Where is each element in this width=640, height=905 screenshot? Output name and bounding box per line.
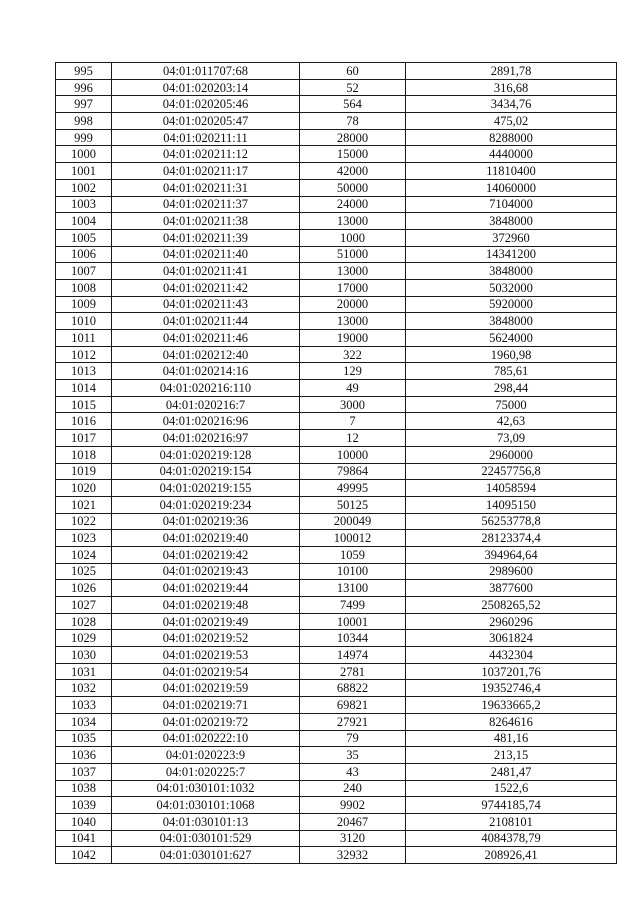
table-row <box>56 496 617 513</box>
table-row <box>56 446 617 463</box>
area-cell: 32932 <box>300 847 406 864</box>
cadastral-number-cell: 04:01:011707:68 <box>112 63 300 80</box>
area-cell: 10100 <box>300 563 406 580</box>
row-number-cell: 1028 <box>56 613 112 630</box>
cadastral-number-cell: 04:01:020211:37 <box>112 196 300 213</box>
row-number-cell: 1016 <box>56 413 112 430</box>
table-row <box>56 63 617 80</box>
row-number-cell: 1032 <box>56 680 112 697</box>
row-number-cell: 1002 <box>56 179 112 196</box>
cadastral-number-cell: 04:01:020219:43 <box>112 563 300 580</box>
area-cell: 50125 <box>300 496 406 513</box>
table-row <box>56 530 617 547</box>
value-cell: 2891,78 <box>406 63 617 80</box>
table-row <box>56 797 617 814</box>
value-cell: 394964,64 <box>406 546 617 563</box>
area-cell: 79 <box>300 730 406 747</box>
row-number-cell: 1001 <box>56 163 112 180</box>
row-number-cell: 1034 <box>56 713 112 730</box>
row-number-cell: 1039 <box>56 797 112 814</box>
value-cell: 19352746,4 <box>406 680 617 697</box>
value-cell: 9744185,74 <box>406 797 617 814</box>
table-row <box>56 697 617 714</box>
area-cell: 19000 <box>300 330 406 347</box>
table-row <box>56 346 617 363</box>
area-cell: 10001 <box>300 613 406 630</box>
table-row <box>56 630 617 647</box>
area-cell: 20467 <box>300 813 406 830</box>
cadastral-number-cell: 04:01:020219:53 <box>112 647 300 664</box>
table-row <box>56 830 617 847</box>
area-cell: 50000 <box>300 179 406 196</box>
area-cell: 2781 <box>300 663 406 680</box>
table-row <box>56 730 617 747</box>
value-cell: 11810400 <box>406 163 617 180</box>
value-cell: 475,02 <box>406 113 617 130</box>
row-number-cell: 1014 <box>56 380 112 397</box>
table-row <box>56 113 617 130</box>
value-cell: 4440000 <box>406 146 617 163</box>
value-cell: 73,09 <box>406 430 617 447</box>
area-cell: 240 <box>300 780 406 797</box>
value-cell: 2508265,52 <box>406 597 617 614</box>
area-cell: 52 <box>300 79 406 96</box>
cadastral-number-cell: 04:01:020211:39 <box>112 229 300 246</box>
cadastral-number-cell: 04:01:020216:96 <box>112 413 300 430</box>
row-number-cell: 1008 <box>56 279 112 296</box>
table-row <box>56 396 617 413</box>
cadastral-number-cell: 04:01:030101:1068 <box>112 797 300 814</box>
row-number-cell: 1037 <box>56 763 112 780</box>
table-row <box>56 713 617 730</box>
area-cell: 49 <box>300 380 406 397</box>
value-cell: 5920000 <box>406 296 617 313</box>
area-cell: 68822 <box>300 680 406 697</box>
cadastral-number-cell: 04:01:020216:7 <box>112 396 300 413</box>
value-cell: 8264616 <box>406 713 617 730</box>
cadastral-number-cell: 04:01:020214:16 <box>112 363 300 380</box>
table-row <box>56 129 617 146</box>
area-cell: 42000 <box>300 163 406 180</box>
cadastral-number-cell: 04:01:020219:72 <box>112 713 300 730</box>
value-cell: 3848000 <box>406 313 617 330</box>
area-cell: 10000 <box>300 446 406 463</box>
area-cell: 27921 <box>300 713 406 730</box>
row-number-cell: 1025 <box>56 563 112 580</box>
value-cell: 3848000 <box>406 213 617 230</box>
row-number-cell: 1004 <box>56 213 112 230</box>
value-cell: 785,61 <box>406 363 617 380</box>
value-cell: 298,44 <box>406 380 617 397</box>
value-cell: 2108101 <box>406 813 617 830</box>
area-cell: 10344 <box>300 630 406 647</box>
cadastral-number-cell: 04:01:020219:128 <box>112 446 300 463</box>
row-number-cell: 1023 <box>56 530 112 547</box>
data-table <box>55 62 617 864</box>
row-number-cell: 1009 <box>56 296 112 313</box>
table-row <box>56 430 617 447</box>
value-cell: 5032000 <box>406 279 617 296</box>
table-row <box>56 96 617 113</box>
cadastral-number-cell: 04:01:020211:44 <box>112 313 300 330</box>
table-row <box>56 513 617 530</box>
table-row <box>56 763 617 780</box>
value-cell: 56253778,8 <box>406 513 617 530</box>
table-row <box>56 813 617 830</box>
cadastral-number-cell: 04:01:020219:71 <box>112 697 300 714</box>
cadastral-number-cell: 04:01:020219:154 <box>112 463 300 480</box>
area-cell: 60 <box>300 63 406 80</box>
area-cell: 200049 <box>300 513 406 530</box>
table-row <box>56 146 617 163</box>
row-number-cell: 1033 <box>56 697 112 714</box>
value-cell: 2989600 <box>406 563 617 580</box>
value-cell: 7104000 <box>406 196 617 213</box>
row-number-cell: 1021 <box>56 496 112 513</box>
value-cell: 3848000 <box>406 263 617 280</box>
table-row <box>56 563 617 580</box>
value-cell: 22457756,8 <box>406 463 617 480</box>
cadastral-number-cell: 04:01:020219:42 <box>112 546 300 563</box>
value-cell: 1522,6 <box>406 780 617 797</box>
cadastral-number-cell: 04:01:020211:40 <box>112 246 300 263</box>
table-row <box>56 546 617 563</box>
row-number-cell: 1027 <box>56 597 112 614</box>
cadastral-number-cell: 04:01:020211:38 <box>112 213 300 230</box>
area-cell: 69821 <box>300 697 406 714</box>
cadastral-number-cell: 04:01:030101:529 <box>112 830 300 847</box>
cadastral-number-cell: 04:01:020225:7 <box>112 763 300 780</box>
row-number-cell: 1015 <box>56 396 112 413</box>
area-cell: 129 <box>300 363 406 380</box>
cadastral-number-cell: 04:01:020211:17 <box>112 163 300 180</box>
value-cell: 14060000 <box>406 179 617 196</box>
area-cell: 12 <box>300 430 406 447</box>
area-cell: 3000 <box>300 396 406 413</box>
row-number-cell: 1012 <box>56 346 112 363</box>
cadastral-number-cell: 04:01:020219:52 <box>112 630 300 647</box>
row-number-cell: 1029 <box>56 630 112 647</box>
cadastral-number-cell: 04:01:020219:40 <box>112 530 300 547</box>
row-number-cell: 1031 <box>56 663 112 680</box>
area-cell: 51000 <box>300 246 406 263</box>
value-cell: 213,15 <box>406 747 617 764</box>
cadastral-number-cell: 04:01:020205:46 <box>112 96 300 113</box>
cadastral-number-cell: 04:01:020211:43 <box>112 296 300 313</box>
table-row <box>56 647 617 664</box>
cadastral-number-cell: 04:01:020211:11 <box>112 129 300 146</box>
table-row <box>56 163 617 180</box>
row-number-cell: 1024 <box>56 546 112 563</box>
table-row <box>56 246 617 263</box>
value-cell: 19633665,2 <box>406 697 617 714</box>
area-cell: 17000 <box>300 279 406 296</box>
cadastral-number-cell: 04:01:020219:44 <box>112 580 300 597</box>
row-number-cell: 1011 <box>56 330 112 347</box>
value-cell: 8288000 <box>406 129 617 146</box>
area-cell: 7 <box>300 413 406 430</box>
cadastral-number-cell: 04:01:020211:12 <box>112 146 300 163</box>
row-number-cell: 1007 <box>56 263 112 280</box>
table-row <box>56 597 617 614</box>
cadastral-number-cell: 04:01:030101:1032 <box>112 780 300 797</box>
table-row <box>56 380 617 397</box>
area-cell: 100012 <box>300 530 406 547</box>
table-row <box>56 680 617 697</box>
row-number-cell: 1000 <box>56 146 112 163</box>
row-number-cell: 998 <box>56 113 112 130</box>
area-cell: 43 <box>300 763 406 780</box>
cadastral-number-cell: 04:01:020219:54 <box>112 663 300 680</box>
table-row <box>56 313 617 330</box>
table-row <box>56 263 617 280</box>
value-cell: 14341200 <box>406 246 617 263</box>
cadastral-number-cell: 04:01:020219:155 <box>112 480 300 497</box>
cadastral-number-cell: 04:01:020205:47 <box>112 113 300 130</box>
table-row <box>56 330 617 347</box>
cadastral-number-cell: 04:01:020211:41 <box>112 263 300 280</box>
value-cell: 75000 <box>406 396 617 413</box>
area-cell: 79864 <box>300 463 406 480</box>
area-cell: 13100 <box>300 580 406 597</box>
area-cell: 35 <box>300 747 406 764</box>
cadastral-number-cell: 04:01:020216:97 <box>112 430 300 447</box>
table-row <box>56 229 617 246</box>
cadastral-number-cell: 04:01:020211:31 <box>112 179 300 196</box>
area-cell: 15000 <box>300 146 406 163</box>
value-cell: 316,68 <box>406 79 617 96</box>
table-row <box>56 480 617 497</box>
cadastral-number-cell: 04:01:020211:42 <box>112 279 300 296</box>
area-cell: 564 <box>300 96 406 113</box>
value-cell: 5624000 <box>406 330 617 347</box>
row-number-cell: 1026 <box>56 580 112 597</box>
cadastral-number-cell: 04:01:020219:234 <box>112 496 300 513</box>
table-row <box>56 413 617 430</box>
cadastral-number-cell: 04:01:030101:627 <box>112 847 300 864</box>
row-number-cell: 1022 <box>56 513 112 530</box>
table-row <box>56 296 617 313</box>
cadastral-number-cell: 04:01:020219:48 <box>112 597 300 614</box>
value-cell: 372960 <box>406 229 617 246</box>
row-number-cell: 995 <box>56 63 112 80</box>
value-cell: 14095150 <box>406 496 617 513</box>
cadastral-number-cell: 04:01:020216:110 <box>112 380 300 397</box>
value-cell: 4084378,79 <box>406 830 617 847</box>
value-cell: 481,16 <box>406 730 617 747</box>
value-cell: 3877600 <box>406 580 617 597</box>
value-cell: 2960000 <box>406 446 617 463</box>
row-number-cell: 1042 <box>56 847 112 864</box>
table-row <box>56 213 617 230</box>
table-row <box>56 279 617 296</box>
table-row <box>56 196 617 213</box>
row-number-cell: 996 <box>56 79 112 96</box>
row-number-cell: 1003 <box>56 196 112 213</box>
area-cell: 49995 <box>300 480 406 497</box>
row-number-cell: 1036 <box>56 747 112 764</box>
value-cell: 2960296 <box>406 613 617 630</box>
row-number-cell: 1020 <box>56 480 112 497</box>
cadastral-number-cell: 04:01:020203:14 <box>112 79 300 96</box>
table-row <box>56 780 617 797</box>
area-cell: 1000 <box>300 229 406 246</box>
value-cell: 3061824 <box>406 630 617 647</box>
area-cell: 14974 <box>300 647 406 664</box>
row-number-cell: 1038 <box>56 780 112 797</box>
table-row <box>56 847 617 864</box>
cadastral-number-cell: 04:01:020219:59 <box>112 680 300 697</box>
row-number-cell: 999 <box>56 129 112 146</box>
table-row <box>56 363 617 380</box>
table-body <box>56 63 617 864</box>
table-row <box>56 747 617 764</box>
area-cell: 13000 <box>300 213 406 230</box>
value-cell: 3434,76 <box>406 96 617 113</box>
area-cell: 28000 <box>300 129 406 146</box>
cadastral-number-cell: 04:01:020212:40 <box>112 346 300 363</box>
area-cell: 322 <box>300 346 406 363</box>
cadastral-number-cell: 04:01:030101:13 <box>112 813 300 830</box>
row-number-cell: 1035 <box>56 730 112 747</box>
cadastral-number-cell: 04:01:020219:36 <box>112 513 300 530</box>
row-number-cell: 1041 <box>56 830 112 847</box>
table-row <box>56 663 617 680</box>
area-cell: 13000 <box>300 313 406 330</box>
cadastral-number-cell: 04:01:020219:49 <box>112 613 300 630</box>
table-row <box>56 179 617 196</box>
table-row <box>56 463 617 480</box>
value-cell: 42,63 <box>406 413 617 430</box>
value-cell: 2481,47 <box>406 763 617 780</box>
area-cell: 3120 <box>300 830 406 847</box>
table-row <box>56 580 617 597</box>
value-cell: 1960,98 <box>406 346 617 363</box>
value-cell: 208926,41 <box>406 847 617 864</box>
row-number-cell: 1010 <box>56 313 112 330</box>
area-cell: 7499 <box>300 597 406 614</box>
value-cell: 28123374,4 <box>406 530 617 547</box>
table-row <box>56 79 617 96</box>
row-number-cell: 1030 <box>56 647 112 664</box>
row-number-cell: 1040 <box>56 813 112 830</box>
area-cell: 78 <box>300 113 406 130</box>
value-cell: 4432304 <box>406 647 617 664</box>
table-row <box>56 613 617 630</box>
row-number-cell: 1006 <box>56 246 112 263</box>
area-cell: 24000 <box>300 196 406 213</box>
row-number-cell: 997 <box>56 96 112 113</box>
area-cell: 9902 <box>300 797 406 814</box>
cadastral-number-cell: 04:01:020223:9 <box>112 747 300 764</box>
row-number-cell: 1019 <box>56 463 112 480</box>
row-number-cell: 1013 <box>56 363 112 380</box>
row-number-cell: 1017 <box>56 430 112 447</box>
cadastral-number-cell: 04:01:020211:46 <box>112 330 300 347</box>
value-cell: 14058594 <box>406 480 617 497</box>
area-cell: 13000 <box>300 263 406 280</box>
area-cell: 1059 <box>300 546 406 563</box>
value-cell: 1037201,76 <box>406 663 617 680</box>
row-number-cell: 1018 <box>56 446 112 463</box>
row-number-cell: 1005 <box>56 229 112 246</box>
area-cell: 20000 <box>300 296 406 313</box>
cadastral-number-cell: 04:01:020222:10 <box>112 730 300 747</box>
